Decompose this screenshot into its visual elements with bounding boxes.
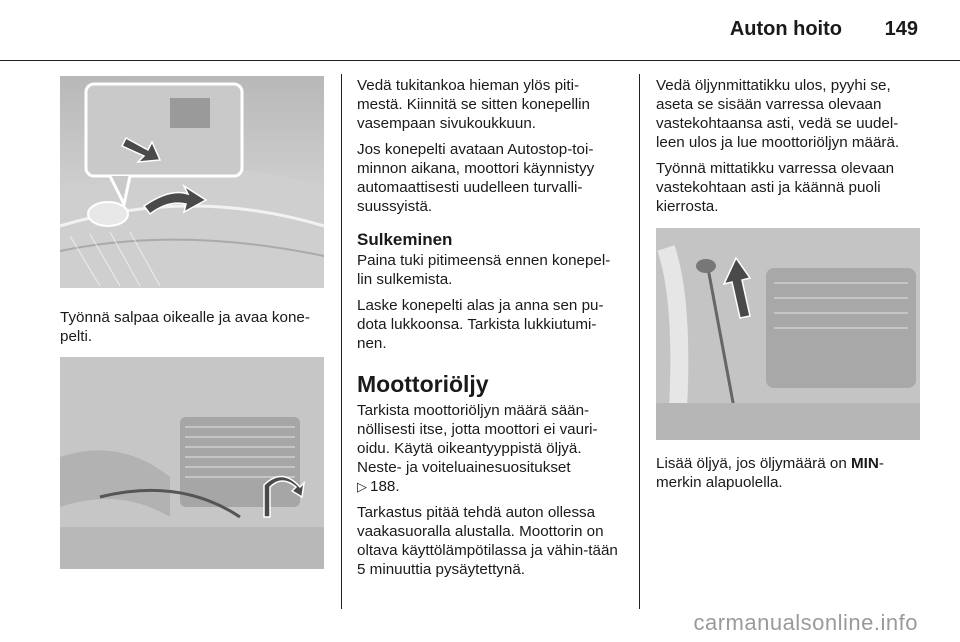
- heading-engine-oil: Moottoriöljy: [357, 371, 489, 397]
- paragraph-text: Lisää öljyä, jos öljymäärä on: [656, 455, 852, 472]
- column-2: [357, 76, 623, 586]
- dipstick-illustration: [656, 228, 920, 440]
- page-ref-icon: ▷: [357, 479, 367, 494]
- watermark: carmanualsonline.info: [693, 610, 918, 635]
- paragraph: [357, 401, 623, 496]
- heading-closing: Sulkeminen: [357, 230, 453, 249]
- figure-caption: Työnnä salpaa oikealle ja avaa kone-pelti.: [60, 309, 310, 345]
- column-divider: [639, 74, 640, 609]
- header-rule: [0, 60, 960, 61]
- page-header: [0, 0, 960, 60]
- column-1: [60, 76, 324, 569]
- section-title: Auton hoito: [729, 18, 842, 40]
- paragraph: Vedä tukitankoa hieman ylös piti-mestä. Kiinnitä se sitten konepellin vasempaan sivukoukkuun.: [357, 77, 591, 132]
- engine-bay-illustration: [60, 357, 324, 569]
- column-divider: [341, 74, 342, 609]
- paragraph: Jos konepelti avataan Autostop-toi-minnon aikana, moottori käynnistyy automaattisesti uudelleen turvalli-suussyistä.: [357, 141, 595, 215]
- paragraph: Työnnä mittatikku varressa olevaan vastekohtaan asti ja käännä puoli kierrosta.: [656, 160, 895, 215]
- min-mark: MIN: [851, 455, 879, 472]
- paragraph: Tarkastus pitää tehdä auton ollessa vaakasuoralla alustalla. Moottorin on oltava käyttölämpötilassa ja vähin-tään 5 minuuttia pysäytettynä.: [357, 504, 618, 578]
- page-reference[interactable]: 188.: [370, 478, 400, 495]
- paragraph: Paina tuki pitimeensä ennen konepel-lin sulkemista.: [357, 252, 611, 288]
- bonnet-release-illustration: [60, 76, 324, 288]
- paragraph-text: -merkin alapuolella.: [656, 455, 884, 491]
- paragraph-text: Tarkista moottoriöljyn määrä sään-nöllisesti itse, jotta moottori ei vauri-oidu. Käytä oikeantyyppistä öljyä. Neste- ja voiteluainesuositukset: [357, 402, 598, 476]
- column-3: [656, 76, 920, 499]
- paragraph: [656, 454, 920, 492]
- paragraph: Laske konepelti alas ja anna sen pu-dota lukkoonsa. Tarkista lukkiutumi-nen.: [357, 297, 604, 352]
- paragraph: Vedä öljynmittatikku ulos, pyyhi se, aseta se sisään varressa olevaan vastekohtaansa asti, vedä se uudel-leen ulos ja lue moottoriöljyn määrä.: [656, 77, 900, 151]
- page-number: 149: [884, 18, 918, 40]
